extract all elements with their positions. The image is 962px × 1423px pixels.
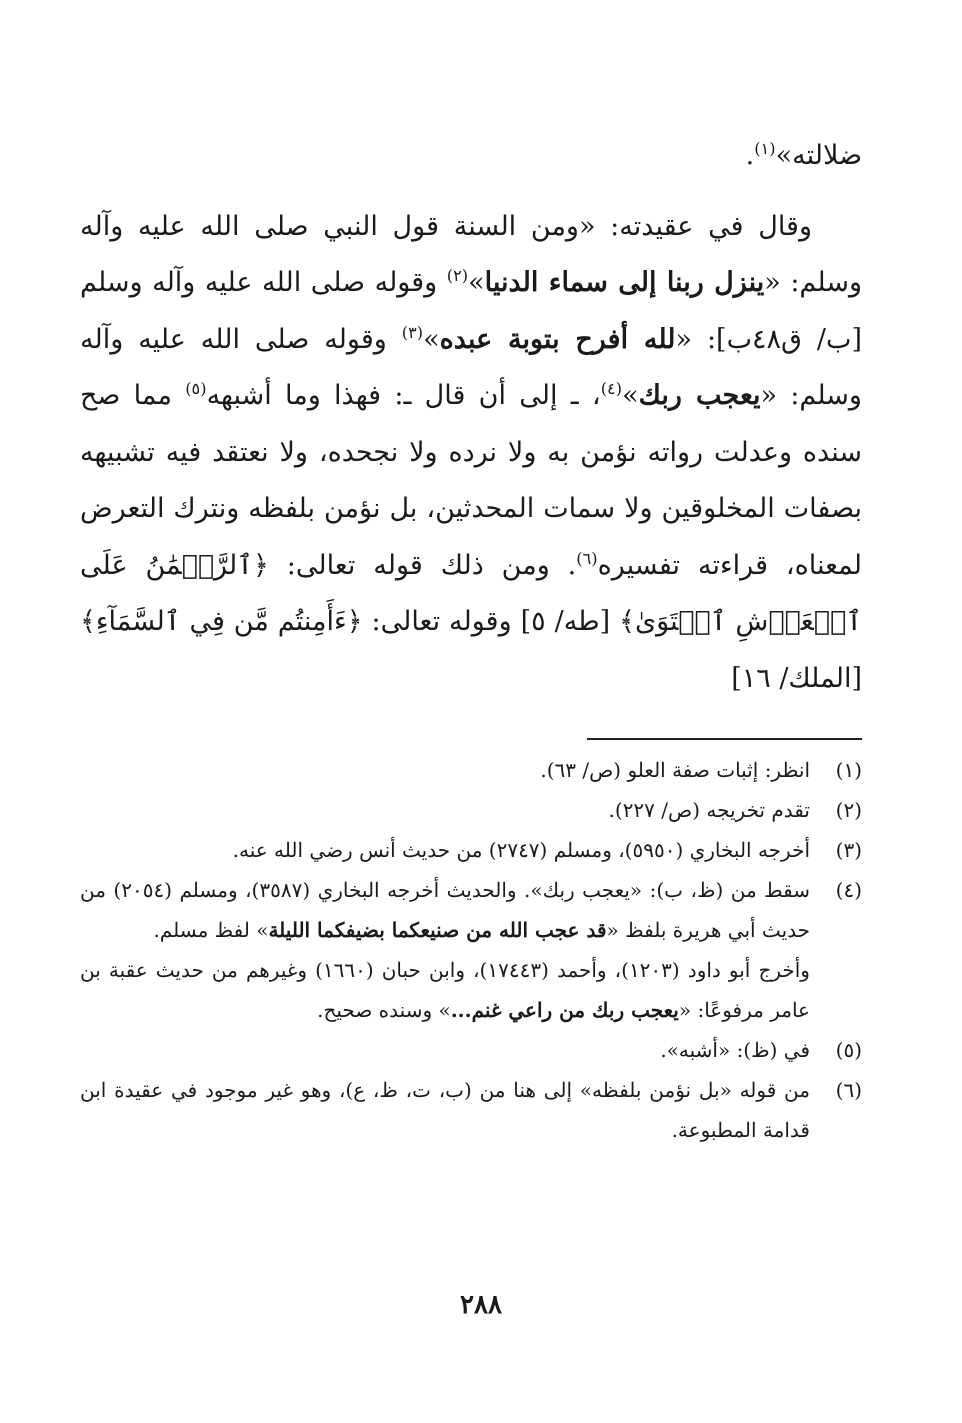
- hadith-quote: قد عجب الله من صنيعكما بضيفكما الليلة: [268, 918, 607, 942]
- footnote-ref: (٣): [401, 322, 424, 342]
- footnote-ref: (٥): [185, 379, 207, 398]
- footnote-text: في (ظ): «أشبه».: [660, 1038, 810, 1062]
- footnote-number: (٤): [835, 878, 862, 902]
- text-segment: ضلالته»: [775, 140, 862, 171]
- hadith-quote: يعجب ربك: [638, 380, 761, 411]
- text-segment: وقال في عقيدته: «ومن السنة قول النبي صلى الله عليه وآله وسلم: «: [80, 210, 862, 298]
- footnote-number: (٦): [835, 1078, 862, 1102]
- footnote-text: تقدم تخريجه (ص/ ٢٢٧).: [608, 798, 810, 822]
- text-segment: وقوله صلى الله عليه وآله وسلم [ب/ ق٤٨ب]: «: [80, 267, 862, 355]
- hadith-quote: لله أفرح بتوبة عبده: [439, 323, 676, 355]
- footnote-separator: [587, 738, 862, 740]
- footnote-ref: (٢): [446, 266, 469, 285]
- footnote-ref: (١): [754, 139, 776, 158]
- verse-citation: [الملك/ ١٦]: [731, 662, 862, 694]
- text-segment: وقوله صلى الله عليه وآله وسلم: «: [80, 323, 862, 411]
- footnote-ref: (٦): [576, 548, 598, 568]
- footnote-4: [80, 870, 862, 950]
- footnotes: [80, 750, 862, 1150]
- page-number: ٢٨٨: [460, 1290, 502, 1320]
- text-segment: »: [468, 267, 485, 298]
- quran-verse: ﴿ٱلرَّحۡمَٰنُ عَلَى ٱلۡعَرۡشِ ٱسۡتَوَىٰ﴾: [80, 549, 863, 637]
- footnote-text: [80, 870, 810, 950]
- hadith-quote: ينزل ربنا إلى سماء الدنيا: [484, 267, 765, 298]
- text-segment: » لفظ مسلم.: [153, 918, 269, 942]
- footnote-5: [80, 1030, 862, 1070]
- footnote-4-continuation: [80, 950, 862, 1030]
- footnote-number: (٣): [835, 838, 862, 862]
- paragraph-1: [80, 128, 862, 185]
- main-text: [80, 128, 862, 707]
- footnote-number: (٢): [835, 798, 862, 822]
- quran-verse: ﴿ءَأَمِنتُم مَّن فِي ٱلسَّمَآءِ﴾: [80, 606, 363, 637]
- text-segment: » وسنده صحيح.: [317, 998, 451, 1022]
- footnote-ref: (٤): [600, 379, 623, 398]
- footnote-number: (١): [835, 758, 862, 782]
- paragraph-2: [80, 199, 862, 708]
- text-segment: وأخرج أبو داود (١٢٠٣)، وأحمد (١٧٤٤٣)، وابن حبان (١٦٦٠) وغيرهم من حديث عقبة بن عامر مرفوعًا: «: [80, 958, 810, 1022]
- text-segment: مما صح سنده وعدلت رواته نؤمن به ولا نرده ولا نجحده، ولا نعتقد فيه تشبيهه بصفات المخلوقين ولا سمات المحدثين، بل نؤمن بلفظه ونترك التعرض لمعناه، قراءته تفسيره: [80, 380, 862, 581]
- hadith-quote: يعجب ربك من راعي غنم...: [450, 998, 679, 1022]
- text-segment: وقوله تعالى:: [362, 606, 512, 637]
- text-segment: سقط من (ظ، ب): «يعجب ربك». والحديث أخرجه البخاري (٣٥٨٧)، ومسلم (٢٠٥٤) من حديث أبي هريرة بلفظ «: [80, 878, 810, 942]
- text-segment: »: [423, 323, 440, 355]
- text-segment: »: [622, 380, 639, 411]
- verse-citation: [طه/ ٥]: [511, 606, 620, 637]
- footnote-text: أخرجه البخاري (٥٩٥٠)، ومسلم (٢٧٤٧) من حديث أنس رضي الله عنه.: [232, 838, 810, 862]
- text-segment: . ومن ذلك قوله تعالى:: [268, 549, 577, 581]
- footnote-number: (٥): [835, 1038, 862, 1062]
- footnote-3: [80, 830, 862, 870]
- text-segment: .: [745, 140, 755, 171]
- footnote-1: [80, 750, 862, 790]
- text-segment: ، ـ إلى أن قال ـ: فهذا وما أشبهه: [206, 380, 601, 411]
- footnote-6: [80, 1070, 862, 1150]
- footnote-text: من قوله «بل نؤمن بلفظه» إلى هنا من (ب، ت، ظ، ع)، وهو غير موجود في عقيدة ابن قدامة المطبوعة.: [80, 1078, 810, 1142]
- footnote-text: انظر: إثبات صفة العلو (ص/ ٦٣).: [540, 758, 810, 782]
- footnote-2: [80, 790, 862, 830]
